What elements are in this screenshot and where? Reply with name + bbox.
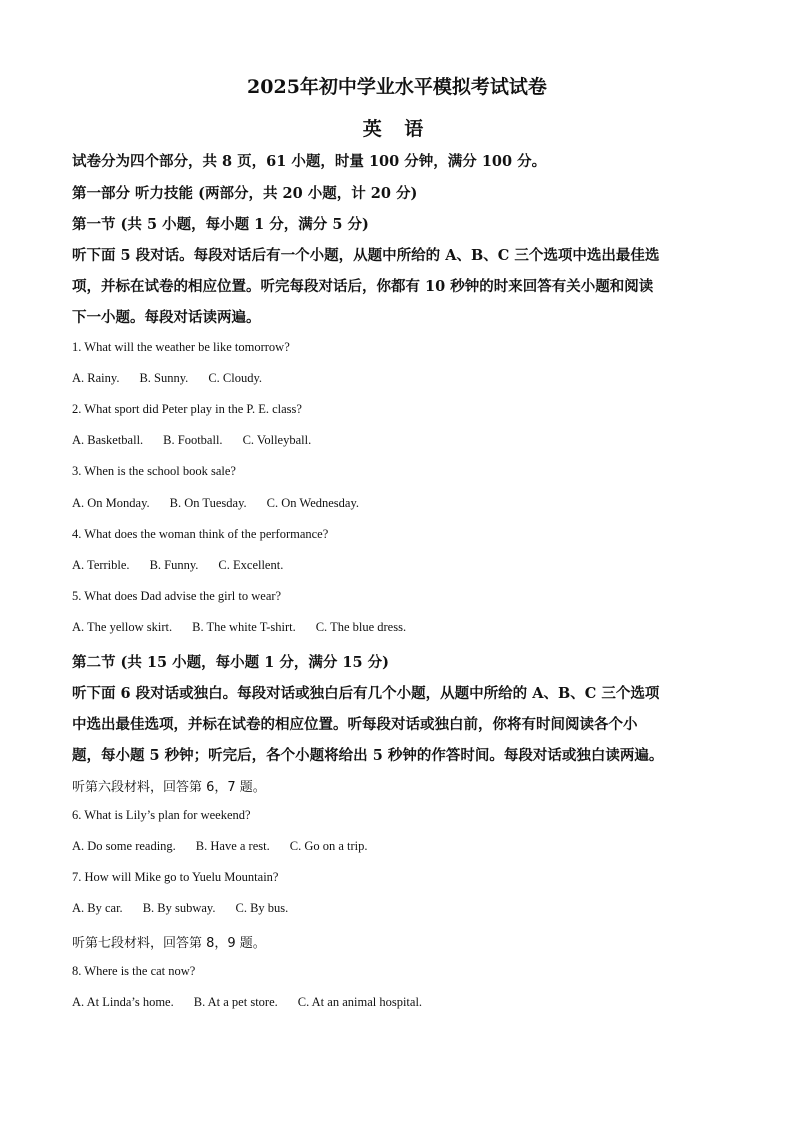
- section2-instruction-line: 中选出最佳选项，并标在试卷的相应位置。听每段对话或独白前，你将有时间阅读各个小: [72, 716, 638, 733]
- option-b: B. Have a rest.: [195, 839, 270, 853]
- option-a: A. Rainy.: [72, 371, 120, 385]
- question-options: [72, 371, 282, 386]
- question-text: 8. Where is the cat now?: [72, 964, 196, 978]
- question-options: [72, 558, 303, 573]
- question-text: 6. What is Lily’s plan for weekend?: [72, 808, 251, 822]
- option-a: A. At Linda’s home.: [72, 995, 174, 1009]
- option-b: B. By subway.: [142, 901, 216, 915]
- question-text: 2. What sport did Peter play in the P. E. class?: [72, 402, 302, 416]
- option-c: C. Excellent.: [218, 558, 284, 572]
- section1-instruction-line: 项，并标在试卷的相应位置。听完每段对话后，你都有 10 秒钟的时来回答有关小题和阅读: [72, 278, 654, 295]
- option-c: C. The blue dress.: [315, 620, 407, 634]
- section2-instruction-line: 听下面 6 段对话或独白。每段对话或独白后有几个小题，从题中所给的 A、B、C 三个选项: [72, 685, 660, 702]
- question-text: 3. When is the school book sale?: [72, 464, 236, 478]
- option-a: A. Terrible.: [72, 558, 130, 572]
- option-c: C. At an animal hospital.: [297, 995, 423, 1009]
- option-c: C. On Wednesday.: [266, 496, 360, 510]
- section1-heading: 第一节 (共 5 小题，每小题 1 分，满分 5 分): [72, 216, 369, 233]
- question-text: 1. What will the weather be like tomorrow?: [72, 340, 290, 354]
- subject-title: 英 语: [362, 118, 432, 140]
- material-7-note: 听第七段材料，回答第 8，9 题。: [72, 936, 266, 951]
- option-c: C. By bus.: [235, 901, 289, 915]
- material-6-note: 听第六段材料，回答第 6，7 题。: [72, 780, 266, 795]
- question-options: [72, 839, 388, 854]
- section1-instruction-line: 听下面 5 段对话。每段对话后有一个小题，从题中所给的 A、B、C 三个选项中选出最佳选: [72, 247, 660, 264]
- option-a: A. By car.: [72, 901, 123, 915]
- option-b: B. Funny.: [149, 558, 199, 572]
- option-c: C. Volleyball.: [242, 433, 312, 447]
- exam-title: 2025年初中学业水平模拟考试试卷: [247, 76, 547, 98]
- option-a: A. Basketball.: [72, 433, 144, 447]
- option-c: C. Go on a trip.: [289, 839, 368, 853]
- exam-intro: 试卷分为四个部分，共 8 页，61 小题，时量 100 分钟，满分 100 分。: [72, 153, 547, 170]
- part1-heading: 第一部分 听力技能 (两部分，共 20 小题，计 20 分): [72, 185, 418, 202]
- option-a: A. The yellow skirt.: [72, 620, 173, 634]
- option-b: B. The white T-shirt.: [192, 620, 296, 634]
- question-options: [72, 620, 426, 635]
- option-a: A. Do some reading.: [72, 839, 176, 853]
- question-options: [72, 995, 442, 1010]
- section1-instruction-line: 下一小题。每段对话读两遍。: [72, 309, 261, 326]
- option-b: B. Football.: [163, 433, 223, 447]
- section2-heading: 第二节 (共 15 小题，每小题 1 分，满分 15 分): [72, 654, 390, 671]
- question-text: 7. How will Mike go to Yuelu Mountain?: [72, 870, 279, 884]
- question-text: 5. What does Dad advise the girl to wear?: [72, 589, 282, 603]
- question-options: [72, 901, 308, 916]
- option-b: B. At a pet store.: [193, 995, 278, 1009]
- option-b: B. Sunny.: [139, 371, 189, 385]
- section2-instruction-line: 题，每小题 5 秒钟；听完后，各个小题将给出 5 秒钟的作答时间。每段对话或独白读两遍。: [72, 747, 664, 764]
- question-text: 4. What does the woman think of the performance?: [72, 527, 329, 541]
- option-c: C. Cloudy.: [208, 371, 263, 385]
- option-a: A. On Monday.: [72, 496, 150, 510]
- question-options: [72, 433, 331, 448]
- option-b: B. On Tuesday.: [169, 496, 247, 510]
- question-options: [72, 496, 379, 511]
